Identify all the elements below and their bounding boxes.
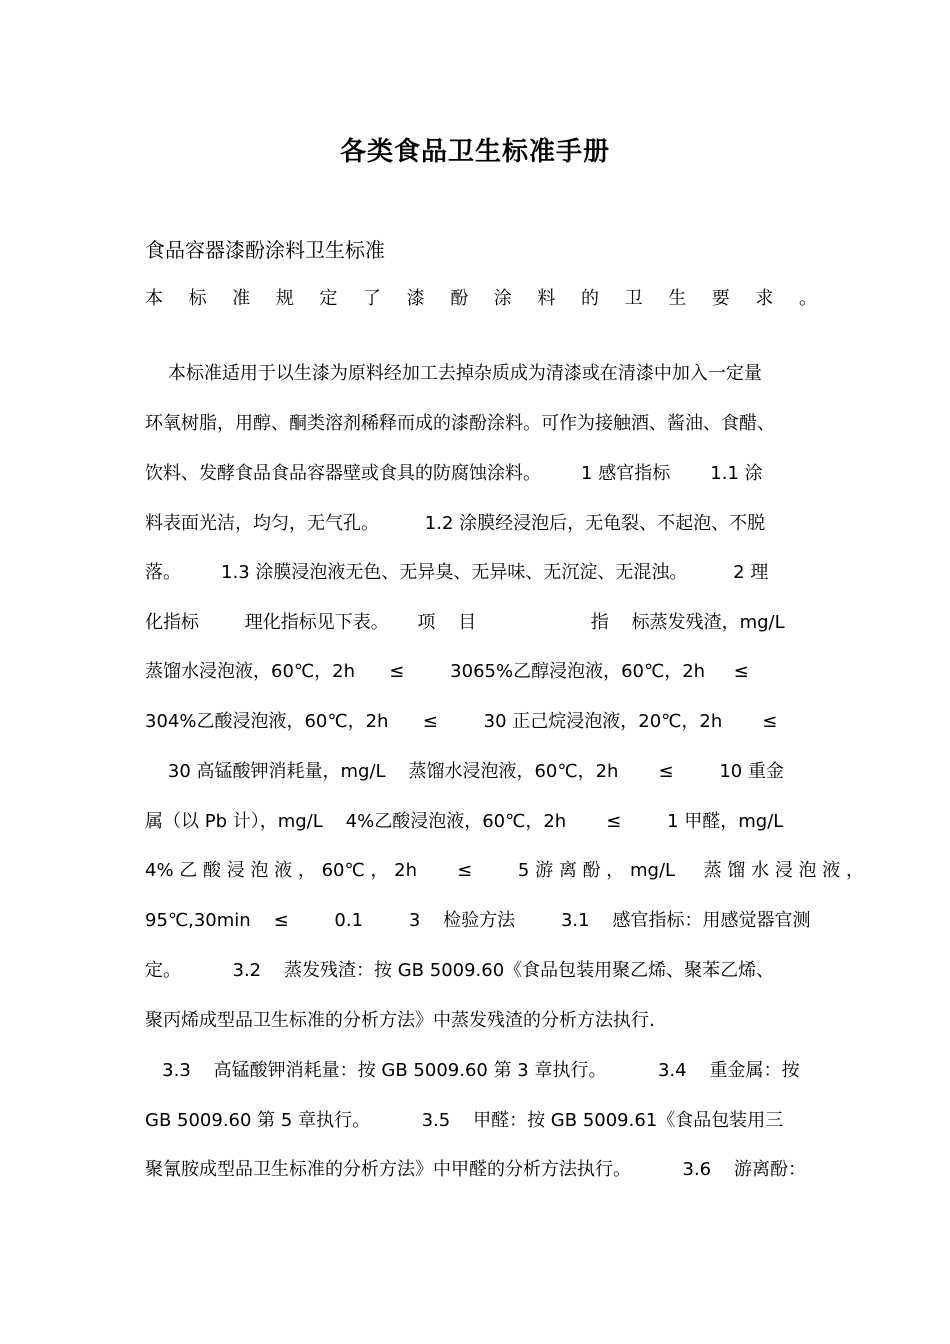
- scope-line: 本 标 准 规 定 了 漆 酚 涂 料 的 卫 生 要 求 。: [145, 288, 817, 309]
- body-line: 聚氰胺成型品卫生标准的分析方法》中甲醛的分析方法执行。 3.6 游离酚：: [145, 1159, 807, 1180]
- body-line: GB 5009.60 第 5 章执行。 3.5 甲醛：按 GB 5009.61《食品包装用三: [145, 1110, 784, 1131]
- body-line: 30 高锰酸钾消耗量，mg/L 蒸馏水浸泡液，60℃，2h ≤ 10 重金: [145, 761, 784, 782]
- body-line: 聚丙烯成型品卫生标准的分析方法》中蒸发残渣的分析方法执行.: [145, 1010, 655, 1031]
- body-line: 料表面光洁，均匀，无气孔。 1.2 涂膜经浸泡后，无龟裂、不起泡、不脱: [145, 513, 766, 534]
- body-line: 4% 乙 酸 浸 泡 液 ， 60℃ ， 2h ≤ 5 游 离 酚 ， mg/L 蒸 馏 水 浸 泡 液 ，: [145, 860, 864, 881]
- body-line: 属（以 Pb 计），mg/L 4%乙酸浸泡液，60℃，2h ≤ 1 甲醛，mg/L: [145, 811, 784, 832]
- body-line: 3.3 高锰酸钾消耗量：按 GB 5009.60 第 3 章执行。 3.4 重金属：按: [145, 1060, 800, 1081]
- body-line: 304%乙酸浸泡液，60℃，2h ≤ 30 正己烷浸泡液，20℃，2h ≤: [145, 711, 778, 732]
- section-title: 食品容器漆酚涂料卫生标准: [145, 238, 385, 262]
- document-title: 各类食品卫生标准手册: [339, 137, 610, 167]
- body-line: 本标准适用于以生漆为原料经加工去掉杂质成为清漆或在清漆中加入一定量: [145, 363, 762, 384]
- body-line: 饮料、发酵食品食品容器壁或食具的防腐蚀涂料。 1 感官指标 1.1 涂: [145, 463, 763, 484]
- body-line: 落。 1.3 涂膜浸泡液无色、无异臭、无异味、无沉淀、无混浊。 2 理: [145, 562, 769, 583]
- body-line: 化指标 理化指标见下表。 项 目 指 标蒸发残渣，mg/L: [145, 612, 785, 633]
- body-line: 定。 3.2 蒸发残渣：按 GB 5009.60《食品包装用聚乙烯、聚苯乙烯、: [145, 960, 775, 981]
- body-line: 蒸馏水浸泡液，60℃，2h ≤ 3065%乙醇浸泡液，60℃，2h ≤: [145, 661, 749, 682]
- body-line: 95℃,30min ≤ 0.1 3 检验方法 3.1 感官指标：用感觉器官测: [145, 910, 811, 931]
- body-line: 环氧树脂，用醇、酮类溶剂稀释而成的漆酚涂料。可作为接触酒、酱油、食醋、: [145, 413, 775, 434]
